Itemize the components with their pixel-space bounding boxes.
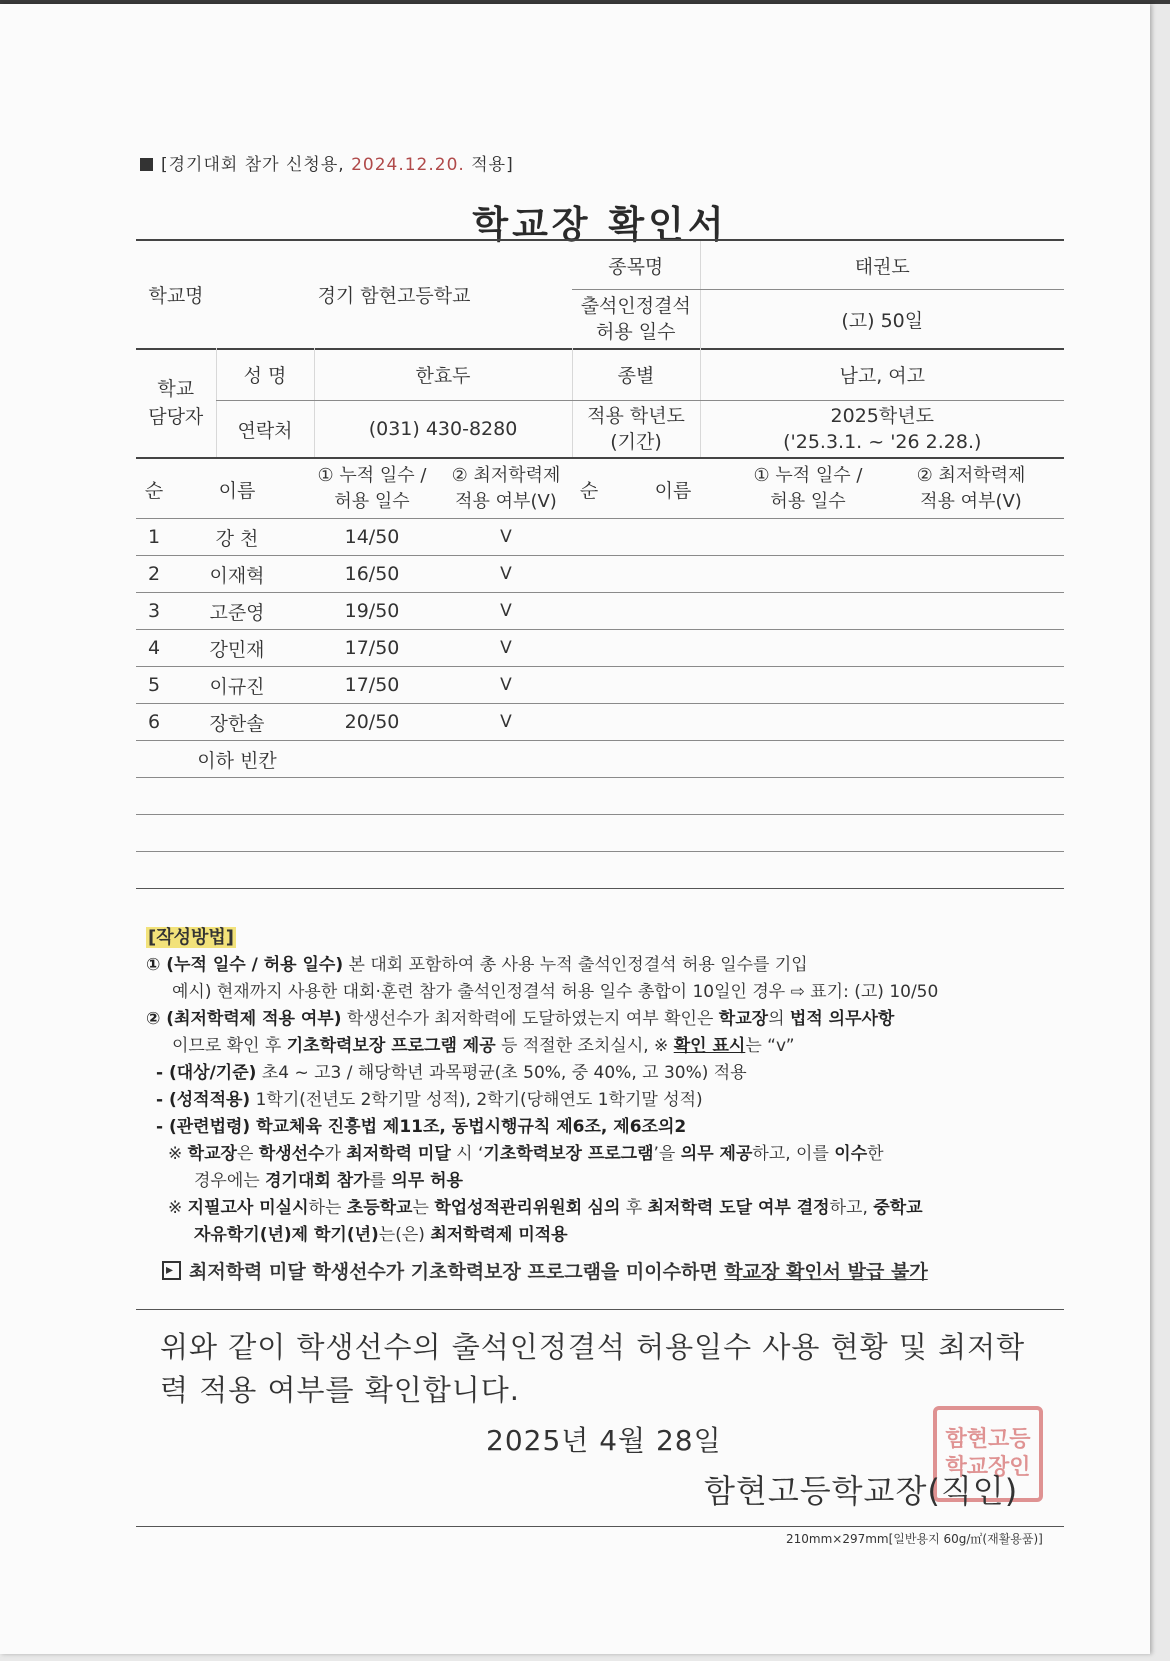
student-no: 3 — [136, 593, 172, 630]
year-label — [572, 401, 700, 459]
student-no: 2 — [136, 556, 172, 593]
gender-label: 종별 — [572, 348, 700, 401]
student-days: 16/50 — [302, 556, 442, 593]
seal-text: 함현고등학교장인 — [945, 1427, 1031, 1480]
student-table — [136, 460, 1064, 889]
table-row — [136, 667, 1064, 704]
table-row — [136, 852, 1064, 889]
header-check-right — [878, 460, 1064, 519]
document-title: 학교장 확인서 — [472, 203, 728, 246]
paper-spec: 210mm×297mm[일반용지 60g/㎡(재활용품)] — [786, 1532, 1043, 1546]
header-no-right: 순 — [570, 460, 608, 519]
student-check: V — [442, 667, 570, 704]
school-info-table — [136, 239, 1064, 350]
contact-label: 연락처 — [216, 401, 314, 459]
method-sub-1: - (대상/기준) 초4 ~ 고3 / 해당학년 과목평균(초 50%, 중 40%, 고 30%) 적용 — [156, 1063, 747, 1083]
table-row — [136, 778, 1064, 815]
header-check-line2: 적용 여부(V) — [455, 491, 557, 512]
school-name-label: 학교명 — [136, 240, 216, 349]
sport-value: 태권도 — [700, 240, 1064, 290]
student-name: 고준영 — [172, 593, 302, 630]
table-row — [136, 556, 1064, 593]
student-no: 6 — [136, 704, 172, 741]
student-name: 이규진 — [172, 667, 302, 704]
tag-suffix: 적용] — [471, 155, 514, 175]
year-label-line2: (기간) — [610, 431, 662, 453]
method-item-2: ② (최저학력제 적용 여부) 학생선수가 최저학력에 도달하였는지 여부 확인은 학교장의 법적 의무사항 — [146, 1009, 895, 1029]
student-days: 17/50 — [302, 667, 442, 704]
header-name-right: 이름 — [608, 460, 738, 519]
student-check: V — [442, 704, 570, 741]
student-name: 장한솔 — [172, 704, 302, 741]
signer — [704, 1466, 1018, 1512]
allow-days-label-line1: 출석인정결석 — [580, 295, 691, 317]
issue-date: 2025년 4월 28일 — [486, 1424, 722, 1457]
header-name: 이름 — [172, 460, 302, 519]
student-no: 5 — [136, 667, 172, 704]
student-no: 1 — [136, 519, 172, 556]
name-label: 성 명 — [216, 348, 314, 401]
confirmation-text: 위와 같이 학생선수의 출석인정결석 허용일수 사용 현황 및 최저학력 적용 여부를 확인합니다. — [160, 1330, 1026, 1407]
table-row — [136, 704, 1064, 741]
divider — [136, 1309, 1064, 1310]
bottom-divider — [136, 1526, 1064, 1527]
header-check-line1: ② 최저학력제 — [451, 465, 561, 486]
header-days-right-line2: 허용 일수 — [770, 491, 846, 512]
table-row — [136, 815, 1064, 852]
document-page — [0, 4, 1150, 1654]
header-days-right — [738, 460, 878, 519]
writing-method — [146, 924, 1066, 1286]
header-no: 순 — [136, 460, 172, 519]
year-value — [700, 401, 1064, 459]
student-name: 이재혁 — [172, 556, 302, 593]
allow-days-value: (고) 50일 — [700, 290, 1064, 350]
blank-note: 이하 빈칸 — [172, 741, 302, 778]
method-item-1: ① (누적 일수 / 허용 일수) 본 대회 포함하여 총 사용 누적 출석인정결석 허용 일수를 기입 — [146, 955, 808, 975]
student-days: 17/50 — [302, 630, 442, 667]
student-name: 강민재 — [172, 630, 302, 667]
student-days: 20/50 — [302, 704, 442, 741]
method-note-2: ※ 지필고사 미실시하는 초등학교는 학업성적관리위원회 심의 후 최저학력 도달 여부 결정하고, 중학교 — [168, 1198, 923, 1218]
header-days — [302, 460, 442, 519]
manager-label-line2: 담당자 — [148, 405, 204, 428]
manager-table — [136, 348, 1064, 459]
school-name-value: 경기 함현고등학교 — [216, 240, 572, 349]
allow-days-label — [572, 290, 700, 350]
year-period: ('25.3.1. ~ '26 2.28.) — [783, 431, 982, 453]
header-days-line1: ① 누적 일수 / — [317, 465, 427, 486]
student-days: 14/50 — [302, 519, 442, 556]
contact-value: (031) 430-8280 — [314, 401, 572, 459]
table-row — [136, 630, 1064, 667]
notice-line: ▸최저학력 미달 학생선수가 기초학력보장 프로그램을 미이수하면 학교장 확인서 발급 불가 — [146, 1259, 1066, 1286]
header-days-line2: 허용 일수 — [334, 491, 410, 512]
table-row — [136, 593, 1064, 630]
method-heading: [작성방법] — [148, 927, 235, 948]
method-sub-2: - (성적적용) 1학기(전년도 2학기말 성적), 2학기(당해연도 1학기말 성적) — [156, 1090, 703, 1110]
allow-days-label-line2: 허용 일수 — [596, 321, 676, 343]
student-name: 강 천 — [172, 519, 302, 556]
manager-name: 한효두 — [314, 348, 572, 401]
sport-label: 종목명 — [572, 240, 700, 290]
application-tag — [140, 150, 514, 175]
year-label-line1: 적용 학년도 — [587, 405, 685, 427]
student-check: V — [442, 519, 570, 556]
square-bullet-icon — [140, 158, 153, 171]
signer-name: 함현고등학교장 — [704, 1472, 928, 1510]
method-note-1-line2: 경우에는 경기대회 참가를 의무 허용 — [194, 1171, 463, 1191]
table-row — [136, 519, 1064, 556]
student-check: V — [442, 630, 570, 667]
method-item-1-example: 예시) 현재까지 사용한 대회·훈련 참가 출석인정결석 허용 일수 총합이 10일인 경우 ⇨ 표기: (고) 10/50 — [172, 982, 939, 1002]
table-row — [136, 741, 1064, 778]
manager-label — [136, 348, 216, 458]
method-item-2-line2: 이므로 확인 후 기초학력보장 프로그램 제공 등 적절한 조치실시, ※ 확인 표시는 “v” — [172, 1036, 795, 1056]
header-check-right-line1: ② 최저학력제 — [916, 465, 1026, 486]
student-check: V — [442, 593, 570, 630]
method-sub-3: - (관련법령) 학교체육 진흥법 제11조, 동법시행규칙 제6조, 제6조의2 — [156, 1117, 687, 1137]
header-check-right-line2: 적용 여부(V) — [920, 491, 1022, 512]
student-days: 19/50 — [302, 593, 442, 630]
year-value-line1: 2025학년도 — [830, 405, 934, 427]
header-days-right-line1: ① 누적 일수 / — [753, 465, 863, 486]
method-note-1: ※ 학교장은 학생선수가 최저학력 미달 시 ‘기초학력보장 프로그램’을 의무 제공하고, 이를 이수한 — [168, 1144, 884, 1164]
tag-prefix: [경기대회 참가 신청용, — [161, 155, 345, 175]
arrow-box-icon — [162, 1261, 181, 1280]
method-note-2-line2: 자유학기(년)제 학기(년)는(은) 최저학력제 미적용 — [194, 1225, 568, 1245]
tag-date: 2024.12.20. — [351, 155, 465, 175]
seal-mark: (직인) — [927, 1472, 1019, 1510]
student-no: 4 — [136, 630, 172, 667]
gender-value: 남고, 여고 — [700, 348, 1064, 401]
student-check: V — [442, 556, 570, 593]
manager-label-line1: 학교 — [157, 377, 195, 400]
header-check — [442, 460, 570, 519]
